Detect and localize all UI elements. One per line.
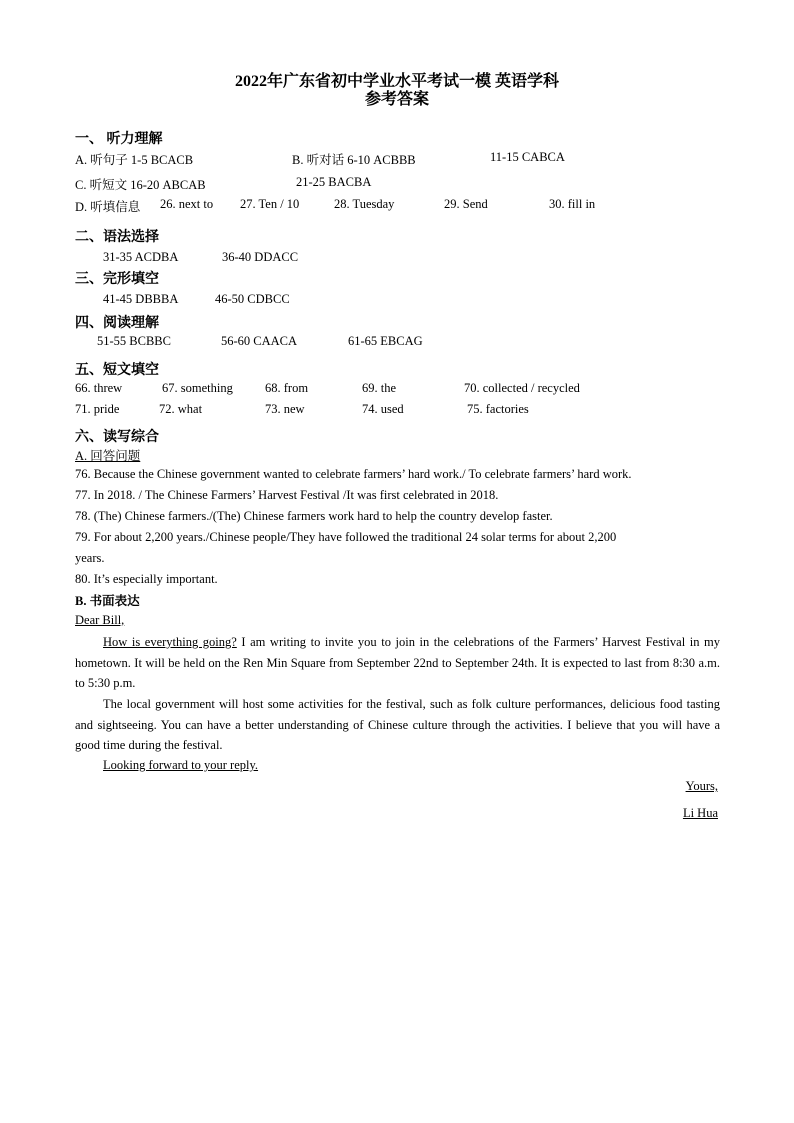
listening-c: C. 听短文 16-20 ABCAB (75, 178, 206, 192)
fill-item: 67. something (162, 381, 233, 395)
letter-signature: Li Hua (682, 806, 718, 820)
section-heading-integrated: 六、读写综合 (75, 430, 159, 445)
listening-d-item: 30. fill in (549, 197, 596, 211)
fill-item: 69. the (362, 381, 397, 395)
listening-d-item: 28. Tuesday (334, 197, 395, 211)
listening-c-extra: 21-25 BACBA (296, 175, 372, 189)
listening-d: D. 听填信息 (75, 200, 141, 214)
cloze-item: 41-45 DBBBA (103, 292, 179, 306)
cloze-item: 46-50 CDBCC (215, 292, 290, 306)
answer-line: 77. In 2018. / The Chinese Farmers’ Harvest Festival /It was first celebrated in 2018. (75, 488, 499, 502)
fill-item: 74. used (362, 402, 404, 416)
reading-item: 56-60 CAACA (221, 334, 298, 348)
letter-paragraph-3: Looking forward to your reply. (103, 758, 259, 772)
section-heading-reading: 四、阅读理解 (75, 316, 159, 331)
section-heading-listening: 一、 听力理解 (75, 132, 163, 147)
reading-item: 51-55 BCBBC (97, 334, 171, 348)
fill-item: 66. threw (75, 381, 123, 395)
listening-b: B. 听对话 6-10 ACBBB (292, 153, 416, 167)
fill-item: 68. from (265, 381, 309, 395)
fill-item: 70. collected / recycled (464, 381, 580, 395)
answer-line: 79. For about 2,200 years./Chinese people/They have followed the traditional 24 solar terms for about 2,200 (75, 530, 617, 544)
fill-item: 75. factories (467, 402, 529, 416)
letter-paragraph-2: The local government will host some activities for the festival, such as folk culture performances, delicious food tasting and sightseeing. You can have a better understanding of Chinese culture through the activities. I believe that you will have a good time during the festival. (75, 697, 720, 752)
fill-item: 72. what (159, 402, 203, 416)
letter-paragraph-1: How is everything going? I am writing to invite you to join in the celebrations of the Farmers’ Harvest Festival in my hometown. It will be held on the Ren Min Square from September 22nd to September 24th. It is expected to last from 8:30 a.m. to 5:30 p.m. (75, 635, 720, 690)
writing-heading: B. 书面表达 (75, 594, 140, 608)
section-heading-grammar: 二、语法选择 (75, 230, 159, 245)
answer-line: 76. Because the Chinese government wanted to celebrate farmers’ hard work./ To celebrate farmers’ hard work. (75, 467, 632, 481)
listening-d-item: 26. next to (160, 197, 214, 211)
page-subtitle: 参考答案 (364, 91, 429, 108)
grammar-item: 31-35 ACDBA (103, 250, 179, 264)
grammar-item: 36-40 DDACC (222, 250, 299, 264)
fill-item: 71. pride (75, 402, 120, 416)
letter-salutation: Dear Bill, (75, 613, 125, 627)
listening-d-item: 27. Ten / 10 (240, 197, 300, 211)
section-heading-cloze: 三、完形填空 (75, 272, 159, 287)
answer-line: 80. It’s especially important. (75, 572, 218, 586)
answer-line: 78. (The) Chinese farmers./(The) Chinese farmers work hard to help the country develop faster. (75, 509, 553, 523)
answer-line: years. (75, 551, 105, 565)
listening-b-extra: 11-15 CABCA (490, 150, 565, 164)
fill-item: 73. new (265, 402, 305, 416)
letter-closing: Yours, (685, 779, 718, 793)
listening-d-item: 29. Send (444, 197, 488, 211)
reading-item: 61-65 EBCAG (348, 334, 423, 348)
page-title: 2022年广东省初中学业水平考试一模 英语学科 (234, 73, 559, 90)
section-heading-fill: 五、短文填空 (75, 363, 159, 378)
listening-a: A. 听句子 1-5 BCACB (75, 153, 194, 167)
answer-questions-heading: A. 回答问题 (75, 449, 141, 463)
